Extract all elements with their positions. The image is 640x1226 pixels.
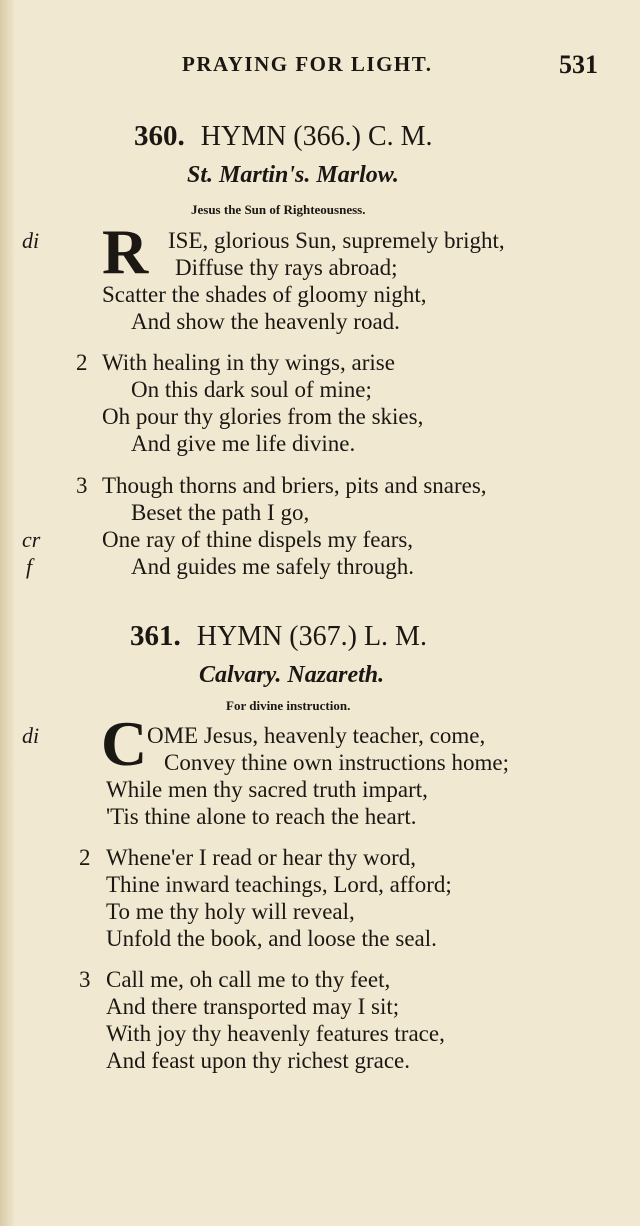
verse-line: And guides me safely through. bbox=[131, 554, 414, 579]
verse-line: While men thy sacred truth impart, bbox=[106, 777, 428, 802]
verse-line: And give me life divine. bbox=[131, 431, 356, 456]
verse-line: Oh pour thy glories from the skies, bbox=[102, 404, 424, 429]
verse-line: On this dark soul of mine; bbox=[131, 377, 372, 402]
verse-line: To me thy holy will reveal, bbox=[106, 899, 355, 924]
hymn-heading bbox=[130, 620, 427, 653]
verse-line: Call me, oh call me to thy feet, bbox=[106, 967, 391, 992]
verse-line: Scatter the shades of gloomy night, bbox=[102, 282, 427, 307]
verse-line: Though thorns and briers, pits and snares, bbox=[102, 473, 487, 498]
dynamic-marking: f bbox=[26, 554, 33, 579]
stanza-number: 2 bbox=[76, 350, 88, 375]
verse-line: And show the heavenly road. bbox=[131, 309, 400, 334]
tune-names: St. Martin's. Marlow. bbox=[187, 162, 399, 188]
hymn-heading bbox=[134, 120, 433, 153]
hymn-subject: For divine instruction. bbox=[226, 698, 351, 713]
verse-line: Thine inward teachings, Lord, afford; bbox=[106, 872, 452, 897]
verse-line: One ray of thine dispels my fears, bbox=[102, 527, 414, 552]
page-gutter bbox=[0, 0, 14, 1226]
verse-line: Diffuse thy rays abroad; bbox=[175, 255, 398, 280]
verse-line: Unfold the book, and loose the seal. bbox=[106, 926, 437, 951]
verse-line: And there transported may I sit; bbox=[106, 994, 400, 1019]
verse-line: With healing in thy wings, arise bbox=[102, 350, 395, 375]
dynamic-marking: cr bbox=[22, 527, 41, 552]
hymn-title: HYMN (367.) L. M. bbox=[196, 621, 427, 652]
dynamic-marking: di bbox=[22, 723, 40, 748]
drop-cap: R bbox=[102, 216, 149, 287]
verse-line: Beset the path I go, bbox=[131, 500, 310, 525]
stanza-number: 2 bbox=[79, 845, 91, 870]
verse-line: 'Tis thine alone to reach the heart. bbox=[106, 804, 417, 829]
verse-line: ISE, glorious Sun, supremely bright, bbox=[168, 228, 505, 253]
hymn-subject: Jesus the Sun of Righteousness. bbox=[191, 202, 366, 217]
tune-names: Calvary. Nazareth. bbox=[199, 662, 385, 688]
page-number: 531 bbox=[559, 50, 598, 79]
verse-line: With joy thy heavenly features trace, bbox=[106, 1021, 445, 1046]
hymn-title: HYMN (366.) C. M. bbox=[200, 121, 433, 152]
running-title: PRAYING FOR LIGHT. bbox=[182, 52, 433, 76]
verse-line: Whene'er I read or hear thy word, bbox=[106, 845, 417, 870]
verse-line: And feast upon thy richest grace. bbox=[106, 1048, 411, 1073]
stanza-number: 3 bbox=[79, 967, 91, 992]
hymn-number: 360. bbox=[134, 120, 185, 152]
stanza-number: 3 bbox=[76, 473, 88, 498]
drop-cap: C bbox=[101, 708, 148, 779]
dynamic-marking: di bbox=[22, 228, 40, 253]
hymn-number: 361. bbox=[130, 620, 181, 652]
verse-line: OME Jesus, heavenly teacher, come, bbox=[147, 723, 486, 748]
verse-line: Convey thine own instructions home; bbox=[164, 750, 509, 775]
